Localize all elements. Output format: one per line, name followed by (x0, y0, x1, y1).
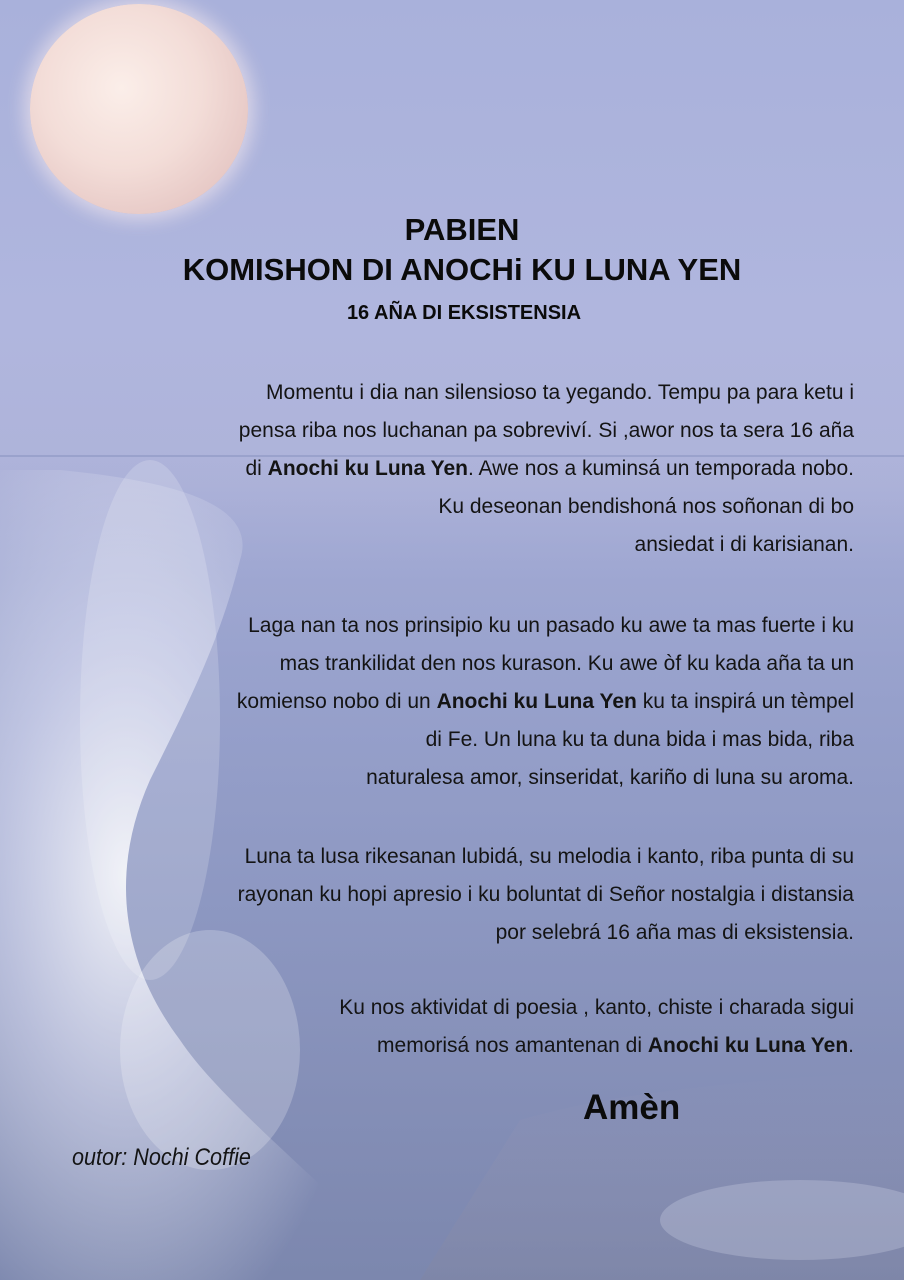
line-text: mas trankilidat den nos kurason. Ku awe òf ku kada aña ta un (279, 652, 854, 675)
commission-title: KOMISHON DI ANOCHi KU LUNA YEN (182, 252, 742, 287)
poem-line (60, 759, 854, 797)
poem-line (60, 838, 854, 876)
paragraph-3 (60, 838, 854, 952)
subtitle: 16 AÑA DI EKSISTENSIA (346, 302, 582, 324)
line-text: ku ta inspirá un tèmpel (636, 690, 854, 713)
highlighted-name: Anochi ku Luna Yen (436, 690, 637, 713)
poem-line (60, 607, 854, 645)
line-text: Luna ta lusa rikesanan lubidá, su melodia i kanto, riba punta di su (244, 845, 854, 868)
full-moon (30, 4, 248, 214)
line-text: komienso nobo di un (236, 690, 437, 713)
highlighted-name: Anochi ku Luna Yen (647, 1034, 849, 1057)
line-text: Momentu i dia nan silensioso ta yegando. Tempu pa para ketu i (266, 381, 854, 404)
paragraph-2 (60, 607, 854, 797)
line-text: por selebrá 16 aña mas di eksistensia. (495, 921, 854, 944)
page-title: PABIEN (404, 212, 520, 247)
line-text: naturalesa amor, sinseridat, kariño di luna su aroma. (366, 766, 854, 789)
line-text: rayonan ku hopi apresio i ku boluntat di Señor nostalgia i distansia (237, 883, 854, 906)
paragraph-4 (60, 989, 854, 1065)
line-text: memorisá nos amantenan di (377, 1034, 648, 1057)
line-text: . Awe nos a kuminsá un temporada nobo. (467, 457, 854, 480)
poem-line (60, 914, 854, 952)
closing-amen: Amèn (583, 1088, 681, 1127)
poem-line (60, 721, 854, 759)
poem-line (60, 645, 854, 683)
line-text: di Fe. Un luna ku ta duna bida i mas bida, riba (425, 728, 854, 751)
line-text: Ku deseonan bendishoná nos soñonan di bo (438, 495, 854, 518)
line-text: pensa riba nos luchanan pa sobreviví. Si ,awor nos ta sera 16 aña (238, 419, 854, 442)
poem-line (60, 876, 854, 914)
line-text: Ku nos aktividat di poesia , kanto, chiste i charada sigui (339, 996, 854, 1019)
poem-line (60, 488, 854, 526)
poem-line (60, 412, 854, 450)
poem-line (60, 683, 854, 721)
poem-line (60, 374, 854, 412)
line-text: . (848, 1034, 854, 1057)
poem-line (60, 526, 854, 564)
poem-line (60, 989, 854, 1027)
line-text: ansiedat i di karisianan. (634, 533, 854, 556)
poem-line (60, 450, 854, 488)
line-text: di (245, 457, 268, 480)
line-text: Laga nan ta nos prinsipio ku un pasado ku awe ta mas fuerte i ku (248, 614, 854, 637)
highlighted-name: Anochi ku Luna Yen (267, 457, 468, 480)
author-credit: outor: Nochi Coffie (72, 1144, 251, 1171)
paragraph-1 (60, 374, 854, 564)
poem-line (60, 1027, 854, 1065)
